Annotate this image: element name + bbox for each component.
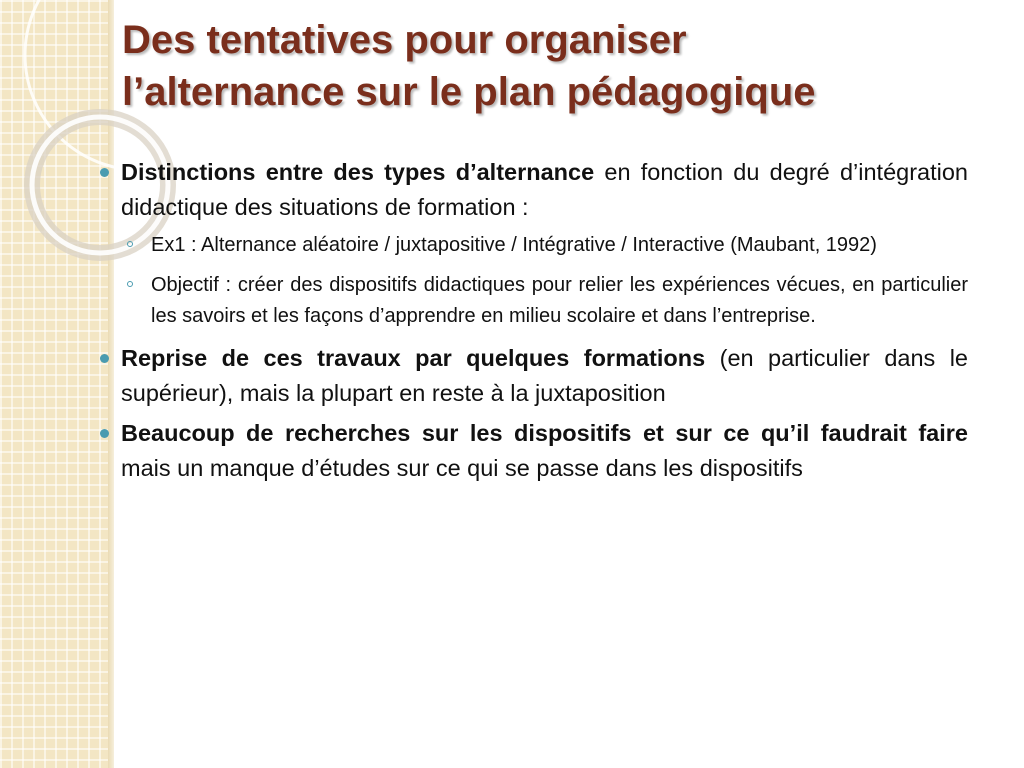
ring-bullet-icon — [127, 241, 133, 247]
slide-content — [100, 155, 968, 491]
sub-bullet-item — [100, 270, 968, 332]
bullet-dot-icon — [100, 354, 109, 363]
sub-bullet-item — [100, 230, 968, 261]
bullet-bold-text: Reprise de ces travaux par quelques formations — [121, 345, 706, 371]
bullet-text: (en particulier dans le supérieur), mais la plupart en reste à la juxtaposition — [121, 345, 968, 406]
bullet-bold-text: Distinctions entre des types d’alternance — [121, 159, 595, 185]
bullet-bold-text: Beaucoup de recherches sur les dispositifs et sur ce qu’il faudrait faire — [121, 420, 968, 446]
bullet-item — [100, 416, 968, 486]
slide-title — [122, 14, 982, 118]
sub-bullet-text: Objectif : créer des dispositifs didactiques pour relier les expériences vécues, en particulier les savoirs et les façons d’apprendre en milieu scolaire et dans l’entreprise. — [151, 274, 968, 327]
bullet-item — [100, 341, 968, 411]
bullet-dot-icon — [100, 168, 109, 177]
bullet-text: mais un manque d’études sur ce qui se passe dans les dispositifs — [121, 455, 803, 481]
title-line-2: l’alternance sur le plan pédagogique — [122, 70, 816, 114]
bullet-dot-icon — [100, 429, 109, 438]
bullet-item — [100, 155, 968, 225]
ring-bullet-icon — [127, 281, 133, 287]
sub-bullet-text: Ex1 : Alternance aléatoire / juxtapositive / Intégrative / Interactive (Maubant, 1992) — [151, 234, 877, 256]
title-line-1: Des tentatives pour organiser — [122, 18, 687, 62]
bullet-text: en fonction du degré d’intégration didactique des situations de formation : — [121, 159, 969, 220]
